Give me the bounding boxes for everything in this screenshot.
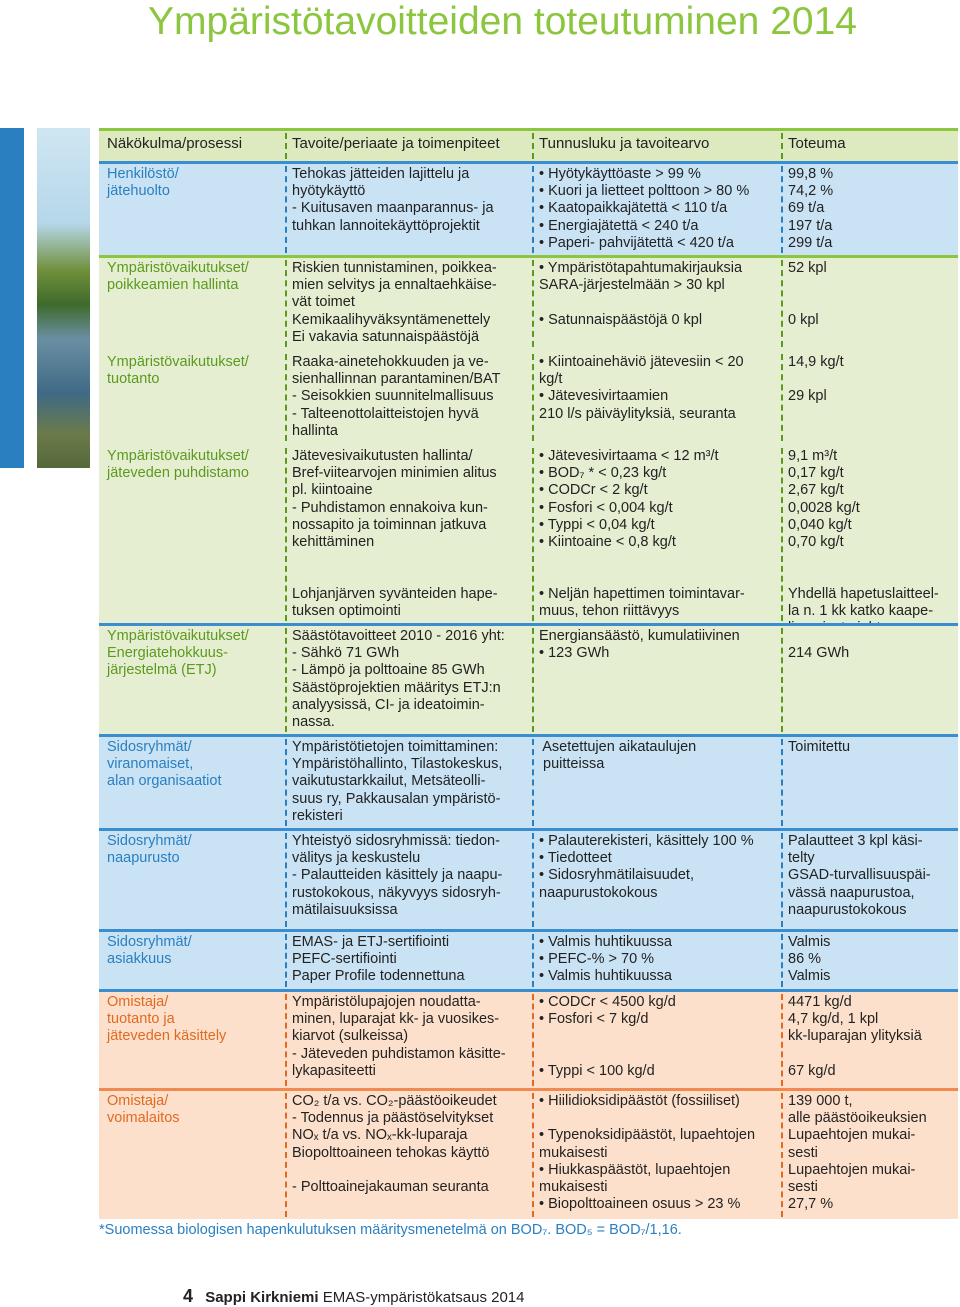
page-footer: [183, 1286, 525, 1307]
row-realization: 99,8 % 74,2 % 69 t/a 197 t/a 299 t/a: [788, 166, 834, 251]
table-header: [99, 128, 958, 161]
column-divider: [781, 994, 783, 1086]
table-row: [99, 734, 958, 828]
row-indicator: • CODCr < 4500 kg/d • Fosfori < 7 kg/d • Typpi < 100 kg/d: [539, 994, 676, 1079]
row-category: Omistaja/ voimalaitos: [107, 1093, 180, 1127]
row-category: Sidosryhmät/ naapurusto: [107, 833, 192, 867]
row-indicator: • Hiilidioksidipäästöt (fossiiliset) • Typenoksidipäästöt, lupaehtojen mukaisesti • Hiukkaspäästöt, lupaehtojen mukaisesti • Biopolttoaineen osuus > 23 %: [539, 1093, 756, 1213]
page-title: Ympäristötavoitteiden toteutuminen 2014: [148, 0, 857, 43]
column-divider: [532, 739, 534, 826]
row-indicator: Asetettujen aikataulujen puitteissa: [542, 739, 697, 773]
row-realization: 52 kpl 0 kpl: [788, 260, 827, 328]
column-divider: [285, 448, 287, 621]
row-realization: Palautteet 3 kpl käsi- telty GSAD-turvallisuuspäi- vässä naapurustoa, naapurustokokous: [788, 833, 931, 918]
row-category: Sidosryhmät/ viranomaiset, alan organisaatiot: [107, 739, 222, 790]
header-goal: Tavoite/periaate ja toimenpiteet: [292, 135, 500, 152]
column-divider: [781, 628, 783, 732]
row-goal: Ympäristölupajojen noudatta- minen, luparajat kk- ja vuosikes- kiarvot (sulkeissa) - Jäteveden puhdistamon käsitte- lykapasiteetti: [292, 994, 506, 1079]
table-row: [99, 828, 958, 929]
lake-landscape-image: [37, 128, 90, 468]
row-realization: Valmis 86 % Valmis: [788, 934, 831, 985]
row-category: Henkilöstö/ jätehuolto: [107, 166, 179, 200]
column-divider: [285, 1093, 287, 1217]
column-divider: [285, 833, 287, 927]
row-realization: 139 000 t, alle päästöoikeuksien Lupaehtojen mukai- sesti Lupaehtojen mukai- sesti 27,7 %: [788, 1093, 927, 1213]
column-divider: [532, 994, 534, 1086]
column-divider: [285, 934, 287, 987]
column-divider: [781, 260, 783, 347]
column-divider: [285, 166, 287, 253]
column-divider: [532, 448, 534, 621]
table-row: [99, 255, 958, 349]
header-indicator: Tunnusluku ja tavoitearvo: [539, 135, 710, 152]
row-category: Sidosryhmät/ asiakkuus: [107, 934, 192, 968]
decorative-blue-strip: [0, 128, 24, 468]
row-category: Ympäristövaikutukset/ Energiatehokkuus- järjestelmä (ETJ): [107, 628, 249, 679]
column-divider: [285, 354, 287, 441]
row-goal: Ympäristötietojen toimittaminen: Ympäristöhallinto, Tilastokeskus, vaikutustarkkailut, Metsäteolli- suus ry, Pakkausalan ympäristö- rekisteri: [292, 739, 503, 824]
row-indicator: • Kiintoainehäviö jätevesiin < 20 kg/t • Jätevesivirtaamien 210 l/s päiväylityksiä, seuranta: [539, 354, 744, 422]
row-indicator: • Ympäristötapahtumakirjauksia SARA-järjestelmään > 30 kpl • Satunnaispäästöjä 0 kpl: [539, 260, 743, 328]
column-divider: [781, 354, 783, 441]
column-divider: [285, 994, 287, 1086]
row-goal: Jätevesivaikutusten hallinta/ Bref-viitearvojen minimien alitus pl. kiintoaine - Puhdistamon ennakoiva kun- nossapito ja toiminnan jatkuva kehittäminen Lohjanjärven syvänteiden hape- tuksen optimointi: [292, 448, 498, 619]
column-divider: [781, 1093, 783, 1217]
table-row: [99, 623, 958, 734]
table-row: [99, 989, 958, 1088]
footer-publication: EMAS-ympäristökatsaus 2014: [322, 1289, 525, 1306]
column-divider: [781, 739, 783, 826]
row-goal: Säästötavoitteet 2010 - 2016 yht: - Sähkö 71 GWh - Lämpö ja polttoaine 85 GWh Säästöprojektien määritys ETJ:n analyysissä, CI- ja ideatoimin- nassa.: [292, 628, 505, 731]
row-realization: 14,9 kg/t 29 kpl: [788, 354, 844, 405]
table-row: [99, 349, 958, 443]
row-indicator: Energiansäästö, kumulatiivinen • 123 GWh: [539, 628, 740, 662]
column-divider: [285, 739, 287, 826]
column-divider: [781, 934, 783, 987]
row-indicator: • Hyötykäyttöaste > 99 % • Kuori ja lietteet polttoon > 80 % • Kaatopaikkajätettä < 110 t/a • Energiajätettä < 240 t/a • Paperi- pahvijätettä < 420 t/a: [539, 166, 750, 251]
row-goal: Tehokas jätteiden lajittelu ja hyötykäyttö - Kuitusaven maanparannus- ja tuhkan lannoitekäyttöprojektit: [292, 166, 494, 234]
row-category: Ympäristövaikutukset/ jäteveden puhdistamo: [107, 448, 249, 482]
row-category: Ympäristövaikutukset/ poikkeamien hallinta: [107, 260, 249, 294]
page-number: 4: [183, 1286, 194, 1306]
column-divider: [532, 166, 534, 253]
column-divider: [532, 133, 534, 159]
header-perspective: Näkökulma/prosessi: [107, 135, 243, 152]
column-divider: [285, 133, 287, 159]
row-goal: CO₂ t/a vs. CO₂-päästöoikeudet - Todennus ja päästöselvitykset NOₓ t/a vs. NOₓ-kk-luparaja Biopolttoaineen tehokas käyttö - Polttoainejakauman seuranta: [292, 1093, 497, 1196]
column-divider: [781, 833, 783, 927]
row-goal: Yhteistyö sidosryhmissä: tiedon- välitys ja keskustelu - Palautteiden käsittely ja naapu- rustokokous, näkyvyys sidosryh- mätilaisuuksissa: [292, 833, 503, 918]
row-category: Ympäristövaikutukset/ tuotanto: [107, 354, 249, 388]
row-indicator: • Valmis huhtikuussa • PEFC-% > 70 % • Valmis huhtikuussa: [539, 934, 672, 985]
footer-brand: Sappi Kirkniemi: [205, 1289, 319, 1306]
column-divider: [781, 166, 783, 253]
column-divider: [532, 1093, 534, 1217]
table-row: [99, 443, 958, 623]
column-divider: [781, 133, 783, 159]
row-realization: 9,1 m³/t 0,17 kg/t 2,67 kg/t 0,0028 kg/t 0,040 kg/t 0,70 kg/t Yhdellä hapetuslaitteel- la n. 1 kk katko kaape-: [788, 448, 939, 619]
column-divider: [532, 833, 534, 927]
column-divider: [781, 448, 783, 621]
footnote: *Suomessa biologisen hapenkulutuksen määritysmenetelmä on BOD₇. BOD₅ = BOD₇/1,16.: [99, 1222, 682, 1238]
header-realization: Toteuma: [788, 135, 846, 152]
column-divider: [285, 260, 287, 347]
column-divider: [285, 628, 287, 732]
column-divider: [532, 628, 534, 732]
row-indicator: • Jätevesivirtaama < 12 m³/t • BOD₇ * < 0,23 kg/t • CODCr < 2 kg/t • Fosfori < 0,004 kg/t • Typpi < 0,04 kg/t • Kiintoaine < 0,8 kg/t • Neljän hapettimen toimintavar- muus, tehon riittävyys: [539, 448, 745, 619]
row-indicator: • Palauterekisteri, käsittely 100 % • Tiedotteet • Sidosryhmätilaisuudet, naapurustokokous: [539, 833, 754, 901]
row-realization: 4471 kg/d 4,7 kg/d, 1 kpl kk-luparajan ylityksiä 67 kg/d: [788, 994, 922, 1079]
row-goal: EMAS- ja ETJ-sertifiointi PEFC-sertifiointi Paper Profile todennettuna: [292, 934, 465, 985]
table-row: [99, 161, 958, 255]
row-category: Omistaja/ tuotanto ja jäteveden käsittely: [107, 994, 227, 1045]
row-goal: Riskien tunnistaminen, poikkea- mien selvitys ja ennaltaehkäise- vät toimet Kemikaalihyväksyntämenettely Ei vakavia satunnaispäästöjä: [292, 260, 497, 345]
column-divider: [532, 354, 534, 441]
column-divider: [532, 260, 534, 347]
row-realization: 214 GWh: [788, 645, 850, 662]
column-divider: [532, 934, 534, 987]
table-row: [99, 1088, 958, 1219]
row-realization: Toimitettu: [788, 739, 851, 755]
table-row: [99, 929, 958, 989]
row-goal: Raaka-ainetehokkuuden ja ve- sienhallinnan parantaminen/BAT - Seisokkien suunnitelmallisuus - Talteenottolaitteistojen hyvä hallinta: [292, 354, 501, 439]
